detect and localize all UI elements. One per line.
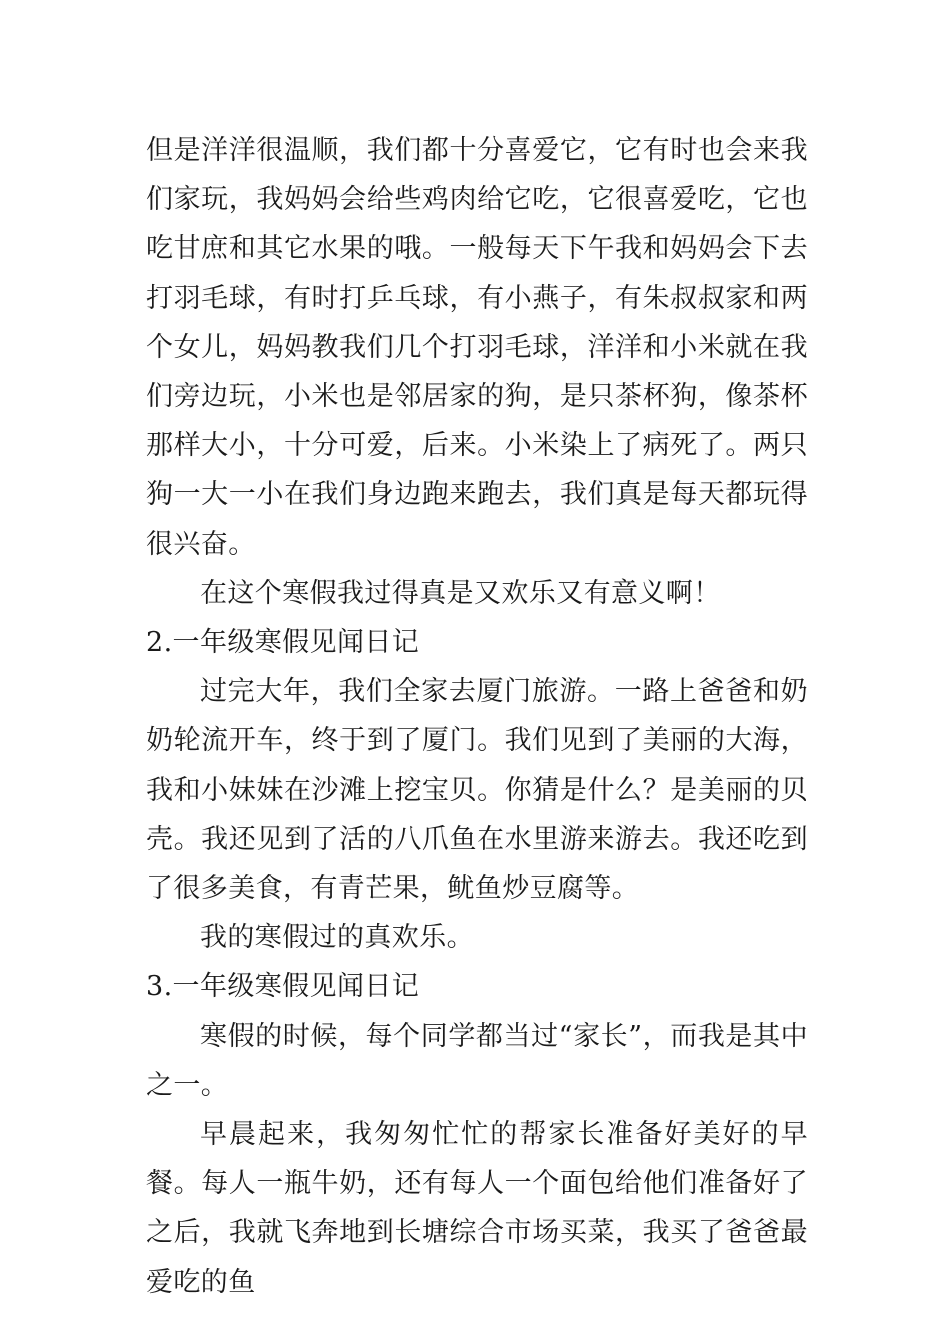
paragraph-5: 寒假的时候，每个同学都当过“家长”，而我是其中之一。 <box>146 1020 808 1101</box>
paragraph-2: 在这个寒假我过得真是又欢乐又有意义啊！ <box>200 577 721 609</box>
document-body <box>146 126 808 1307</box>
section-heading-2: 2.一年级寒假见闻日记 <box>146 627 420 659</box>
section-heading-3: 3.一年级寒假见闻日记 <box>146 971 420 1003</box>
paragraph-4: 我的寒假过的真欢乐。 <box>200 922 474 954</box>
paragraph-6: 早晨起来，我匆匆忙忙的帮家长准备好美好的早餐。每人一瓶牛奶，还有每人一个面包给他们准备好了之后，我就飞奔地到长塘综合市场买菜，我买了爸爸最爱吃的鱼 <box>146 1119 808 1298</box>
paragraph-3: 过完大年，我们全家去厦门旅游。一路上爸爸和奶奶轮流开车，终于到了厦门。我们见到了美丽的大海，我和小妹妹在沙滩上挖宝贝。你猜是什么？是美丽的贝壳。我还见到了活的八爪鱼在水里游来游去。我还吃到了很多美食，有青芒果，鱿鱼炒豆腐等。 <box>146 676 808 905</box>
paragraph-1: 但是洋洋很温顺，我们都十分喜爱它，它有时也会来我们家玩，我妈妈会给些鸡肉给它吃，它很喜爱吃，它也吃甘庶和其它水果的哦。一般每天下午我和妈妈会下去打羽毛球，有时打乒乓球，有小燕子，有朱叔叔家和两个女儿，妈妈教我们几个打羽毛球，洋洋和小米就在我们旁边玩，小米也是邻居家的狗，是只茶杯狗，像茶杯那样大小，十分可爱，后来。小米染上了病死了。两只狗一大一小在我们身边跑来跑去，我们真是每天都玩得很兴奋。 <box>146 135 808 560</box>
